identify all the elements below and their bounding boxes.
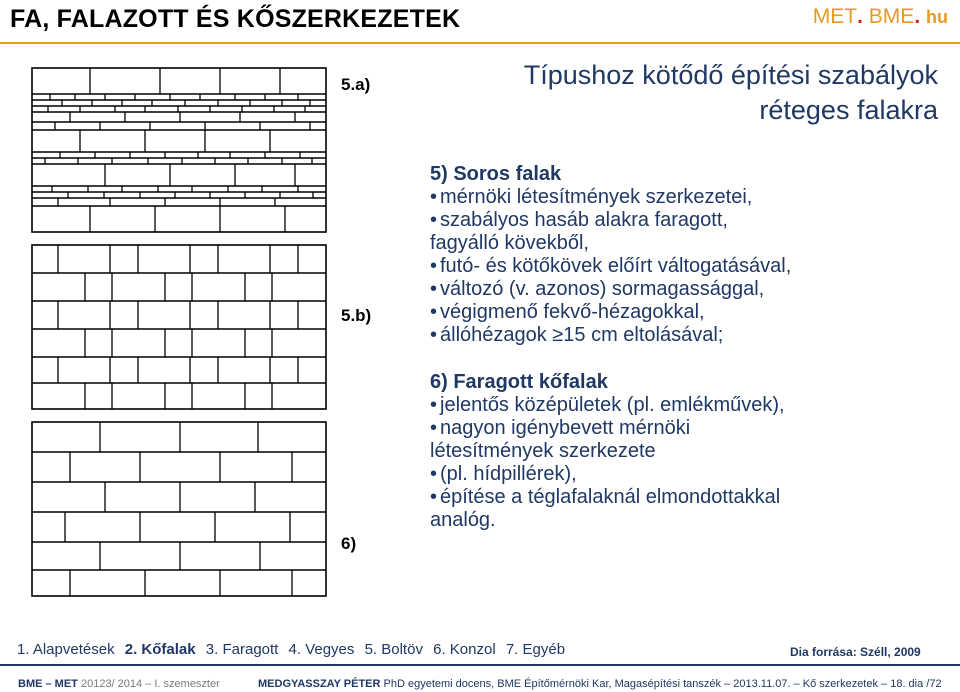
nav-item-alapvetesek[interactable]: 1. Alapvetések bbox=[17, 641, 115, 658]
bullet-item: • nagyon igénybevett mérnöki bbox=[430, 417, 691, 439]
nav-item-egyeb[interactable]: 7. Egyéb bbox=[505, 641, 566, 658]
slide-title-line-1: Típushoz kötődő építési szabályok bbox=[523, 60, 938, 90]
nav-item-boltov[interactable]: 5. Boltöv bbox=[364, 641, 423, 658]
bullet-item: • állóhézagok ≥15 cm eltolásával; bbox=[430, 324, 724, 346]
nav-item-konzol[interactable]: 6. Konzol bbox=[433, 641, 496, 658]
wall-drawing-5b bbox=[30, 243, 330, 411]
wall-drawing-5a bbox=[30, 66, 330, 234]
nav-item-kofalak[interactable]: 2. Kőfalak bbox=[124, 641, 196, 658]
section-faragott-kofalak bbox=[430, 371, 785, 532]
slide-source: Dia forrása: Széll, 2009 bbox=[790, 645, 921, 659]
figure-label-6: 6) bbox=[341, 534, 357, 553]
text-line: létesítmények szerkezete bbox=[430, 440, 656, 462]
bullet-item: • (pl. hídpillérek), bbox=[430, 463, 577, 485]
header-divider bbox=[0, 42, 960, 44]
bullet-item: • szabályos hasáb alakra faragott, bbox=[430, 209, 728, 231]
footer-author-details: PhD egyetemi docens, BME Építőmérnöki Kar, Magasépítési tanszék – 2013.11.07. – Kő szerkezetek – 18. dia /72 bbox=[383, 678, 942, 690]
footer-author: MEDGYASSZAY PÉTER bbox=[258, 678, 381, 690]
figure-label-5b: 5.b) bbox=[341, 306, 372, 325]
header-title: FA, FALAZOTT ÉS KŐSZERKEZETEK bbox=[10, 5, 461, 33]
slide-title bbox=[450, 58, 938, 128]
section-soros-falak bbox=[430, 163, 791, 347]
text-line: analóg. bbox=[430, 509, 496, 531]
footer-author-info bbox=[258, 678, 942, 690]
section-heading-6: 6) Faragott kőfalak bbox=[430, 371, 608, 393]
figure-label-5a: 5.a) bbox=[341, 75, 371, 94]
slide-title-line-2: réteges falakra bbox=[759, 95, 938, 125]
logo-bme: BME bbox=[868, 5, 915, 28]
logo-dot: . bbox=[914, 5, 921, 28]
footer-bme-met: BME – MET bbox=[18, 678, 78, 690]
bullet-item: • futó- és kötőkövek előírt váltogatásával, bbox=[430, 255, 792, 277]
wall-drawing-6 bbox=[30, 420, 330, 598]
bullet-item: • mérnöki létesítmények szerkezetei, bbox=[430, 186, 753, 208]
logo-hu: hu bbox=[926, 7, 948, 27]
section-heading-5: 5) Soros falak bbox=[430, 163, 562, 185]
bullet-item: • jelentős középületek (pl. emlékművek), bbox=[430, 394, 785, 416]
bullet-item: • változó (v. azonos) sormagassággal, bbox=[430, 278, 765, 300]
bullet-item: • építése a téglafalaknál elmondottakkal bbox=[430, 486, 781, 508]
nav-item-vegyes[interactable]: 4. Vegyes bbox=[288, 641, 355, 658]
bullet-item: • végigmenő fekvő-hézagokkal, bbox=[430, 301, 705, 323]
logo-dot: . bbox=[857, 5, 863, 28]
footer-term: 20123/ 2014 – I. szemeszter bbox=[80, 678, 220, 690]
text-line: fagyálló kövekből, bbox=[430, 232, 589, 254]
nav-item-faragott[interactable]: 3. Faragott bbox=[205, 641, 279, 658]
met-bme-logo[interactable] bbox=[813, 5, 948, 29]
footer-course-info bbox=[18, 678, 220, 690]
footer-divider bbox=[0, 664, 960, 666]
logo-met: MET bbox=[812, 5, 858, 28]
footer-chapter-nav bbox=[17, 641, 571, 658]
